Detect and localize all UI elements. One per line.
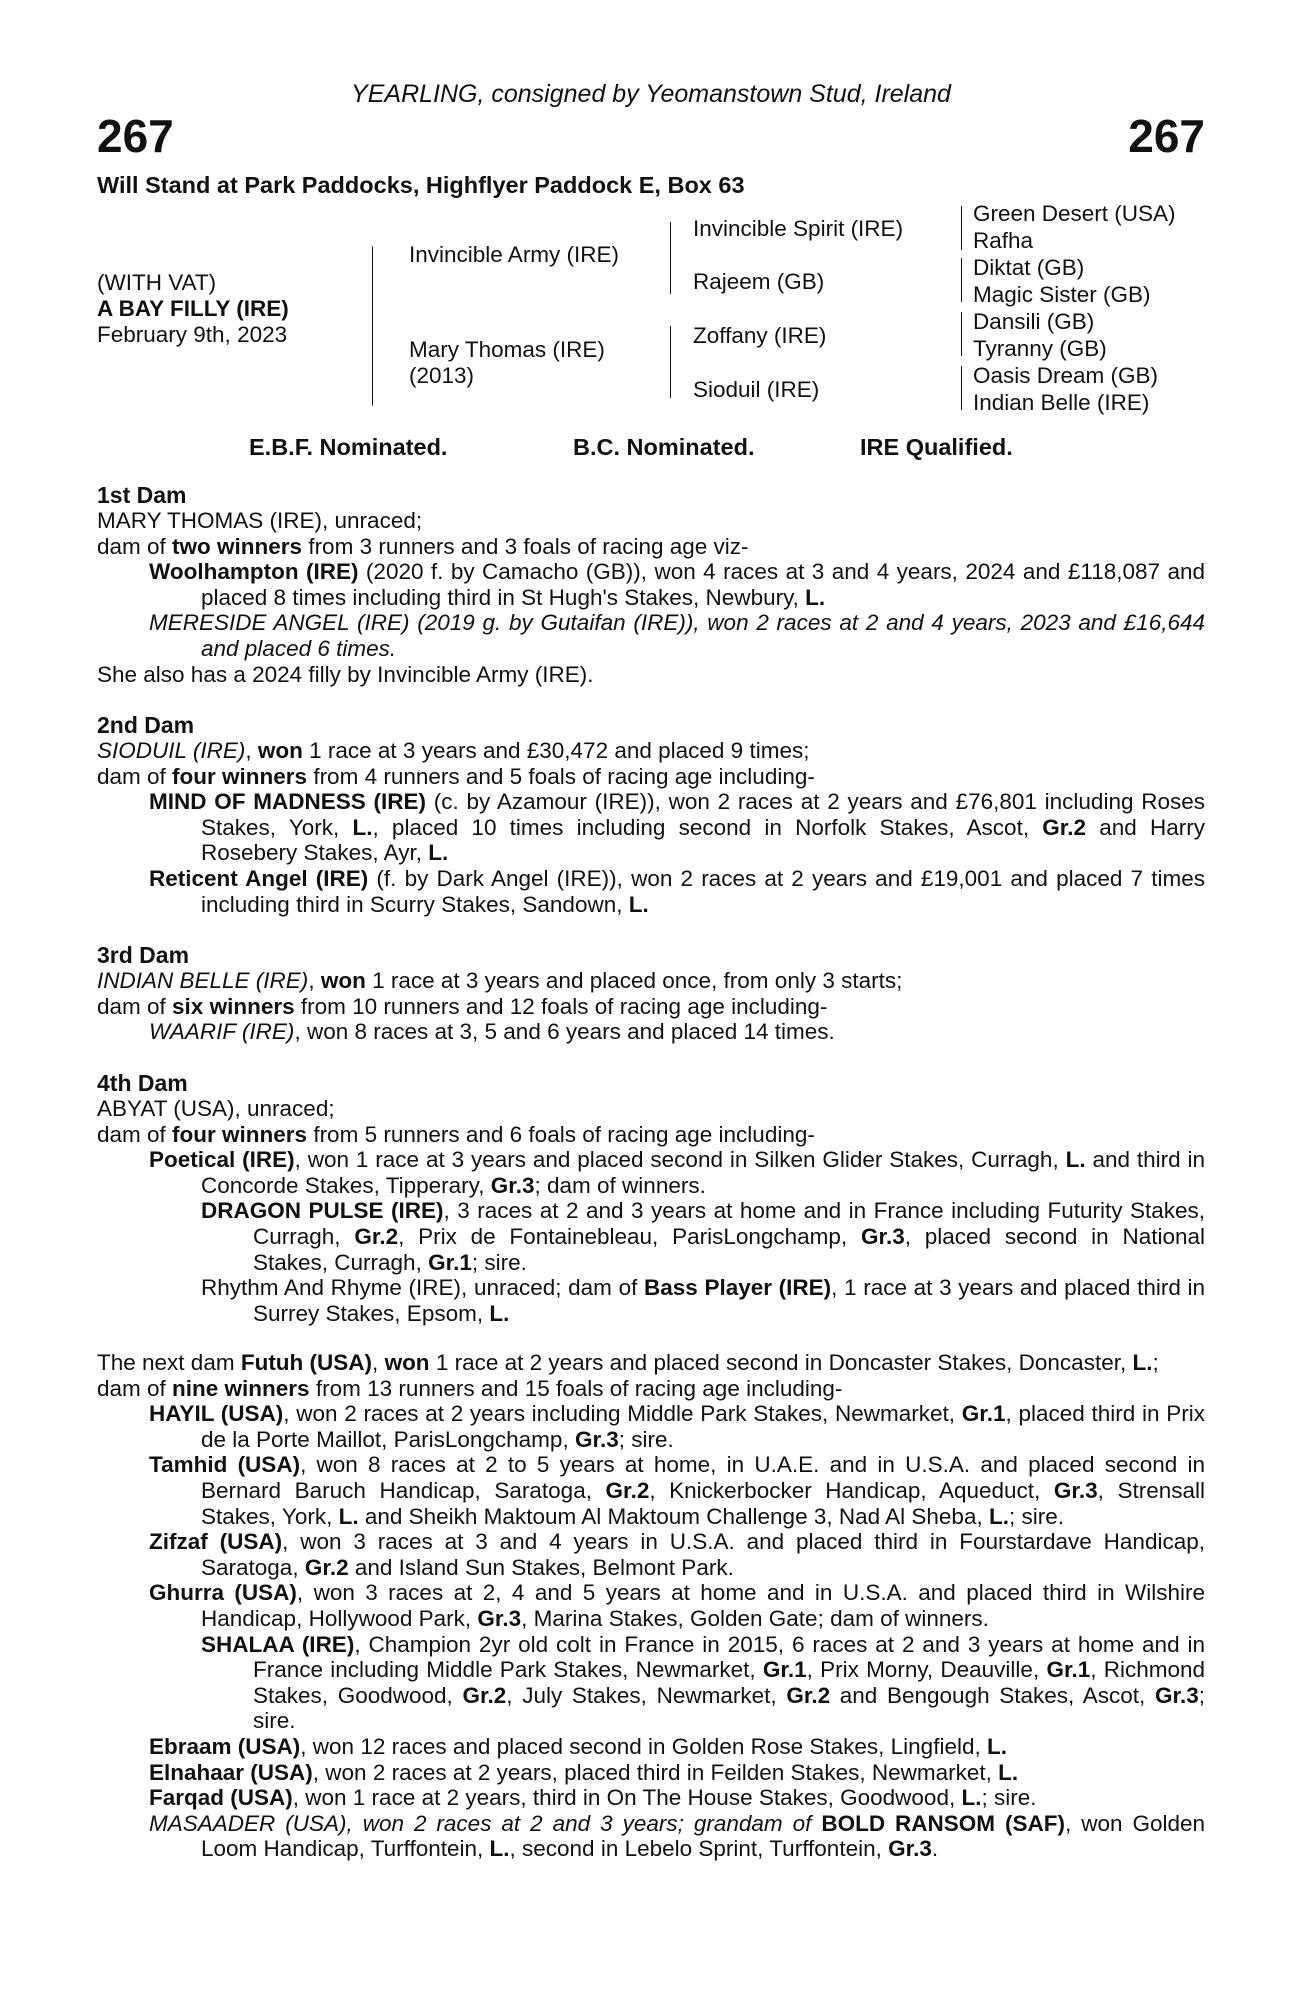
brace-gen1	[372, 246, 373, 406]
produce-entry: Poetical (IRE), won 1 race at 3 years and placed second in Silken Glider Stakes, Curragh, L. and third in Concorde Stakes, Tipperary, Gr.3; dam of winners.	[149, 1147, 1206, 1198]
dam-line: The next dam Futuh (USA), won 1 race at 2 years and placed second in Doncaster Stakes, Doncaster, L.;	[97, 1350, 1159, 1375]
ebf-nominated: E.B.F. Nominated.	[249, 434, 448, 460]
section-heading: 4th Dam	[97, 1070, 188, 1096]
horse-name: A BAY FILLY (IRE)	[97, 296, 289, 321]
brace-sd	[961, 258, 962, 302]
produce-entry: HAYIL (USA), won 2 races at 2 years including Middle Park Stakes, Newmarket, Gr.1, placed third in Prix de la Porte Maillot, ParisLongchamp, Gr.3; sire.	[149, 1401, 1205, 1452]
produce-entry: Reticent Angel (IRE) (f. by Dark Angel (IRE)), won 2 races at 2 years and £19,001 and placed 7 times including third in Scurry Stakes, Sandown, L.	[149, 865, 1205, 917]
also-note: She also has a 2024 filly by Invincible Army (IRE).	[97, 661, 594, 687]
second-dam-section	[97, 712, 1205, 917]
brace-ds	[961, 312, 962, 356]
next-dam-section	[97, 1350, 1205, 1862]
sd-dam: Magic Sister (GB)	[973, 282, 1151, 307]
produce-entry: Rhythm And Rhyme (IRE), unraced; dam of Bass Player (IRE), 1 race at 3 years and placed third in Surrey Stakes, Epsom, L.	[201, 1275, 1205, 1326]
produce-entry: MERESIDE ANGEL (IRE) (2019 g. by Gutaifan (IRE)), won 2 races at 2 and 4 years, 2023 and £16,644 and placed 6 times.	[149, 610, 1205, 661]
produce-entry: SHALAA (IRE), Champion 2yr old colt in France in 2015, 6 races at 2 and 3 years at home and in France including Middle Park Stakes, Newmarket, Gr.1, Prix Morny, Deauville, Gr.1, Richmond Stakes, Goodwood, Gr.2, July Stakes, Newmarket, Gr.2 and Bengough Stakes, Ascot, Gr.3; sire.	[201, 1631, 1205, 1734]
dam-line: MARY THOMAS (IRE), unraced;	[97, 508, 423, 533]
brace-sire	[670, 222, 671, 294]
ss-dam: Rafha	[973, 228, 1034, 253]
ds-dam: Tyranny (GB)	[973, 336, 1107, 361]
produce-entry: WAARIF (IRE), won 8 races at 3, 5 and 6 years and placed 14 times.	[149, 1019, 835, 1045]
ss-sire: Green Desert (USA)	[973, 201, 1176, 226]
dd-sire: Oasis Dream (GB)	[973, 363, 1159, 388]
dam-line: INDIAN BELLE (IRE), won 1 race at 3 years and placed once, from only 3 starts;	[97, 968, 903, 993]
produce-entry: MASAADER (USA), won 2 races at 2 and 3 years; grandam of BOLD RANSOM (SAF), won Golden Loom Handicap, Turffontein, L., second in Lebelo Sprint, Turffontein, Gr.3.	[149, 1810, 1205, 1862]
produce-entry: Woolhampton (IRE) (2020 f. by Camacho (GB)), won 4 races at 3 and 4 years, 2024 and £118,087 and placed 8 times including third in St Hugh's Stakes, Newbury, L.	[149, 559, 1205, 610]
produce-entry: DRAGON PULSE (IRE), 3 races at 2 and 3 years at home and in France including Futurity Stakes, Curragh, Gr.2, Prix de Fontainebleau, ParisLongchamp, Gr.3, placed second in National Stakes, Curragh, Gr.1; sire.	[201, 1198, 1205, 1275]
section-heading: 1st Dam	[97, 482, 187, 508]
dd-dam: Indian Belle (IRE)	[973, 390, 1150, 415]
produce-summary: dam of two winners from 3 runners and 3 foals of racing age viz-	[97, 533, 749, 559]
sire-dam: Rajeem (GB)	[693, 269, 825, 294]
dam-line: ABYAT (USA), unraced;	[97, 1096, 335, 1121]
bc-nominated: B.C. Nominated.	[573, 434, 755, 460]
produce-entry: Zifzaf (USA), won 3 races at 3 and 4 years in U.S.A. and placed third in Fourstardave Handicap, Saratoga, Gr.2 and Island Sun Stakes, Belmont Park.	[149, 1529, 1205, 1580]
stand-location: Will Stand at Park Paddocks, Highflyer Paddock E, Box 63	[97, 172, 745, 198]
produce-summary: dam of six winners from 10 runners and 12 foals of racing age including-	[97, 993, 828, 1019]
produce-summary: dam of four winners from 5 runners and 6 foals of racing age including-	[97, 1121, 815, 1147]
section-heading: 2nd Dam	[97, 712, 195, 738]
section-heading: 3rd Dam	[97, 942, 190, 968]
produce-entry: MIND OF MADNESS (IRE) (c. by Azamour (IRE)), won 2 races at 2 years and £76,801 including Roses Stakes, York, L., placed 10 times including second in Norfolk Stakes, Ascot, Gr.2 and Harry Rosebery Stakes, Ayr, L.	[149, 789, 1206, 866]
brace-dd	[961, 366, 962, 410]
produce-entry: Farqad (USA), won 1 race at 2 years, third in On The House Stakes, Goodwood, L.; sire.	[149, 1785, 1037, 1811]
dam-line: SIODUIL (IRE), won 1 race at 3 years and £30,472 and placed 9 times;	[97, 738, 810, 763]
produce-summary: dam of four winners from 4 runners and 5 foals of racing age including-	[97, 763, 815, 789]
dam-dam: Sioduil (IRE)	[693, 377, 820, 402]
produce-entry: Elnahaar (USA), won 2 races at 2 years, placed third in Feilden Stakes, Newmarket, L.	[149, 1759, 1019, 1785]
lot-number-right: 267	[1128, 110, 1205, 162]
produce-entry: Ebraam (USA), won 12 races and placed second in Golden Rose Stakes, Lingfield, L.	[149, 1733, 1007, 1759]
consignor-line: YEARLING, consigned by Yeomanstown Stud, Ireland	[351, 80, 951, 108]
third-dam-section	[97, 942, 1205, 1045]
produce-entry: Tamhid (USA), won 8 races at 2 to 5 years at home, in U.A.E. and in U.S.A. and placed second in Bernard Baruch Handicap, Saratoga, Gr.2, Knickerbocker Handicap, Aqueduct, Gr.3, Strensall Stakes, York, L. and Sheikh Maktoum Al Maktoum Challenge 3, Nad Al Sheba, L.; sire.	[149, 1452, 1206, 1529]
ire-qualified: IRE Qualified.	[860, 434, 1013, 460]
produce-summary: dam of nine winners from 13 runners and 15 foals of racing age including-	[97, 1375, 843, 1401]
vat-note: (WITH VAT)	[97, 270, 217, 295]
sd-sire: Diktat (GB)	[973, 255, 1085, 280]
sire-sire: Invincible Spirit (IRE)	[693, 216, 904, 241]
dam-year: (2013)	[409, 363, 475, 388]
fourth-dam-section	[97, 1070, 1205, 1326]
sire-name: Invincible Army (IRE)	[409, 242, 620, 267]
ds-sire: Dansili (GB)	[973, 309, 1095, 334]
dam-name: Mary Thomas (IRE)	[409, 337, 605, 362]
first-dam-section	[97, 482, 1205, 687]
lot-number-left: 267	[97, 110, 174, 162]
horse-dob: February 9th, 2023	[97, 322, 288, 347]
produce-entry: Ghurra (USA), won 3 races at 2, 4 and 5 years at home and in U.S.A. and placed third in Wilshire Handicap, Hollywood Park, Gr.3, Marina Stakes, Golden Gate; dam of winners.	[149, 1580, 1205, 1631]
brace-ss	[961, 206, 962, 250]
brace-dam	[670, 326, 671, 398]
dam-sire: Zoffany (IRE)	[693, 323, 827, 348]
